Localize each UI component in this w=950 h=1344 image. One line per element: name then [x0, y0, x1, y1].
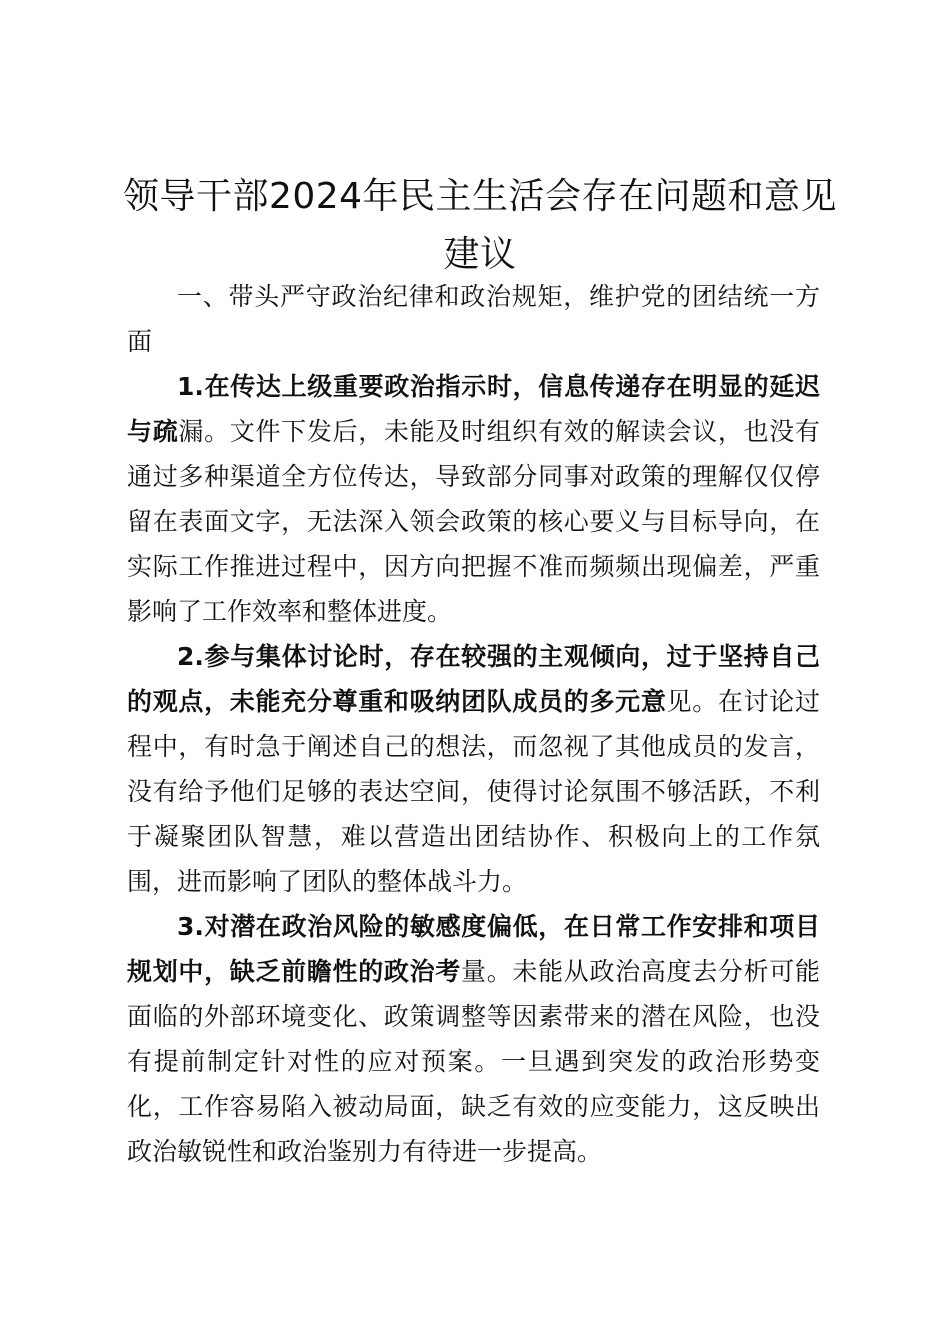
problem-item-3-text: 量。未能从政治高度去分析可能面临的外部环境变化、政策调整等因素带来的潜在风险，也没有提前制定针对性的应对预案。一旦遇到突发的政治形势变化，工作容易陷入被动局面，缺乏有效的应变能力，这反映出政治敏锐性和政治鉴别力有待进一步提高。 [127, 957, 820, 1166]
problem-item-1-lead: 1.在传达上级重要政治指示时，信息传递存在明显的延迟与疏 [127, 372, 820, 446]
document-body [127, 274, 820, 1174]
problem-item-1-text: 漏。文件下发后，未能及时组织有效的解读会议，也没有通过多种渠道全方位传达，导致部分同事对政策的理解仅仅停留在表面文字，无法深入领会政策的核心要义与目标导向，在实际工作推进过程中，因方向把握不准而频频出现偏差，严重影响了工作效率和整体进度。 [127, 417, 820, 626]
document-title: 领导干部2024年民主生活会存在问题和意见建议 [122, 176, 838, 275]
problem-item-2-text: 见。在讨论过程中，有时急于阐述自己的想法，而忽视了其他成员的发言，没有给予他们足够的表达空间，使得讨论氛围不够活跃，不利于凝聚团队智慧，难以营造出团结协作、积极向上的工作氛围，进而影响了团队的整体战斗力。 [127, 687, 820, 896]
problem-item-2 [127, 634, 820, 904]
problem-item-1 [127, 364, 820, 634]
problem-item-3-lead: 3.对潜在政治风险的敏感度偏低，在日常工作安排和项目规划中，缺乏前瞻性的政治考 [127, 912, 820, 986]
problem-item-3 [127, 904, 820, 1174]
problem-item-2-lead: 2.参与集体讨论时，存在较强的主观倾向，过于坚持自己的观点，未能充分尊重和吸纳团队成员的多元意 [127, 642, 820, 716]
section-heading: 一、带头严守政治纪律和政治规矩，维护党的团结统一方面 [127, 282, 820, 356]
